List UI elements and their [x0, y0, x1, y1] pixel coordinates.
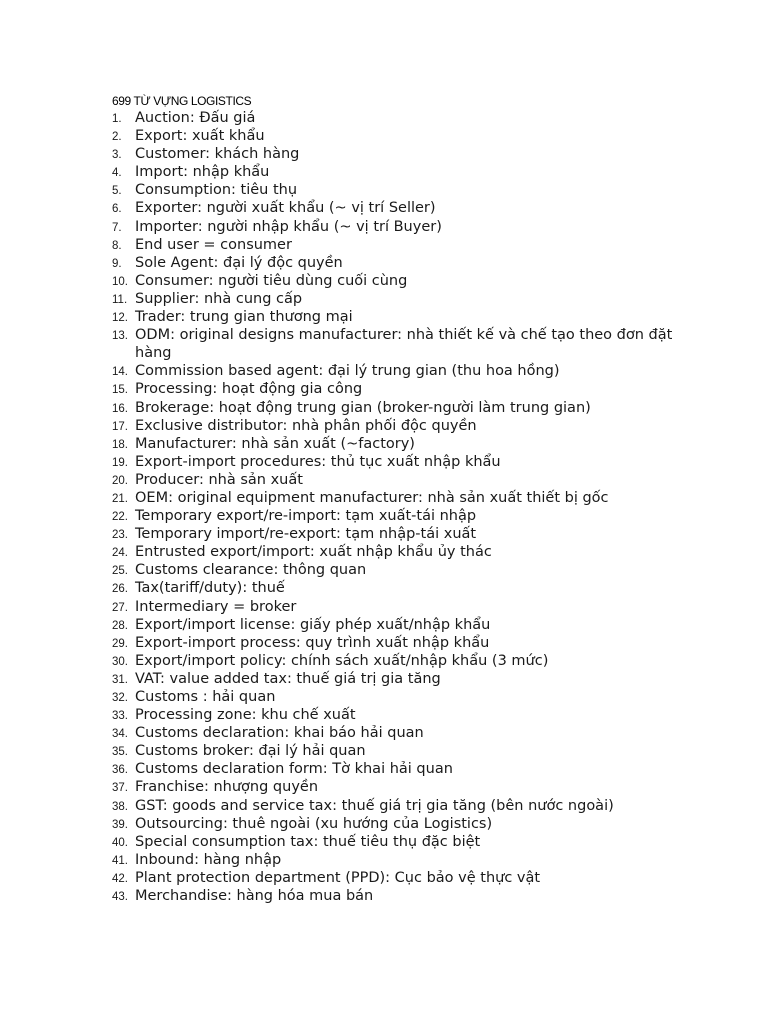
list-item-number: 16. — [112, 402, 128, 415]
list-item-number: 37. — [112, 782, 128, 795]
list-item-text: VAT: value added tax: thuế giá trị gia tăng — [135, 670, 441, 687]
list-item — [112, 435, 712, 453]
list-item-text: Import: nhập khẩu — [135, 164, 270, 181]
list-item-number: 14. — [112, 366, 128, 379]
list-item — [112, 634, 712, 652]
list-item-number: 36. — [112, 764, 128, 777]
list-item-text: Export/import policy: chính sách xuất/nhập khẩu (3 mức) — [135, 652, 549, 669]
list-item-text: Brokerage: hoạt động trung gian (broker-người làm trung gian) — [135, 399, 591, 416]
list-item — [112, 362, 712, 380]
list-item — [112, 887, 712, 905]
list-item — [112, 218, 712, 236]
list-item-number: 24. — [112, 547, 128, 560]
list-item-number: 40. — [112, 836, 128, 849]
list-item-text: Customs declaration form: Tờ khai hải quan — [135, 761, 453, 778]
list-item-number: 17. — [112, 420, 128, 433]
list-item-text: Entrusted export/import: xuất nhập khẩu ủy thác — [135, 544, 492, 561]
list-item-text: Inbound: hàng nhập — [135, 851, 282, 868]
list-item-text: GST: goods and service tax: thuế giá trị gia tăng (bên nước ngoài) — [135, 797, 614, 814]
list-item — [112, 670, 712, 688]
list-item-number: 25. — [112, 565, 128, 578]
list-item-text: Tax(tariff/duty): thuế — [135, 580, 285, 597]
list-item-number: 30. — [112, 655, 128, 668]
list-item-text: Export/import license: giấy phép xuất/nhập khẩu — [135, 616, 491, 633]
list-item-text: Export-import process: quy trình xuất nhập khẩu — [135, 634, 490, 651]
list-item-number: 10. — [112, 275, 128, 288]
list-item-text: Export: xuất khẩu — [135, 128, 265, 145]
list-item — [112, 869, 712, 887]
list-item-number: 22. — [112, 511, 128, 524]
list-item — [112, 471, 712, 489]
list-item — [112, 290, 712, 308]
list-item-text: Outsourcing: thuê ngoài (xu hướng của Logistics) — [135, 815, 493, 832]
list-item — [112, 742, 712, 760]
list-item-number: 41. — [112, 854, 128, 867]
list-item-number: 32. — [112, 692, 128, 704]
list-item-number: 1. — [112, 113, 122, 125]
list-item — [112, 543, 712, 561]
list-item — [112, 778, 712, 796]
list-item-text: Manufacturer: nhà sản xuất (~factory) — [135, 435, 415, 452]
list-item-text: OEM: original equipment manufacturer: nhà sản xuất thiết bị gốc — [135, 489, 609, 506]
list-item — [112, 579, 712, 597]
list-item — [112, 815, 712, 833]
list-item — [112, 272, 712, 290]
list-item-text: Export-import procedures: thủ tục xuất nhập khẩu — [135, 453, 501, 470]
list-item — [112, 127, 712, 145]
list-item-text: Consumer: người tiêu dùng cuối cùng — [135, 272, 408, 289]
list-item-text: Auction: Đấu giá — [135, 110, 256, 126]
list-item-number: 34. — [112, 728, 128, 741]
list-item-number: 35. — [112, 746, 128, 759]
list-item-number: 7. — [112, 221, 122, 234]
list-item-text: Customs : hải quan — [135, 689, 276, 705]
list-item-text: Trader: trung gian thương mại — [135, 309, 353, 326]
list-item-number: 27. — [112, 601, 128, 614]
list-item-text: Consumption: tiêu thụ — [135, 182, 298, 199]
list-item-text: Intermediary = broker — [135, 598, 297, 615]
list-item-number: 5. — [112, 185, 122, 198]
list-item — [112, 145, 712, 163]
list-item — [112, 525, 712, 543]
list-item-number: 39. — [112, 818, 128, 831]
list-item — [112, 652, 712, 670]
list-item-number: 19. — [112, 456, 128, 469]
list-item — [112, 453, 712, 471]
list-item — [112, 489, 712, 507]
list-item-number: 31. — [112, 673, 128, 686]
list-item — [112, 380, 712, 398]
list-item-number: 21. — [112, 492, 128, 505]
list-item-text: Temporary export/re-import: tạm xuất-tái nhập — [135, 508, 477, 525]
list-item-number: 26. — [112, 583, 128, 596]
list-item-text: Exporter: người xuất khẩu (~ vị trí Seller) — [135, 200, 436, 217]
list-item — [112, 417, 712, 435]
list-item-number: 8. — [112, 239, 122, 252]
document-title: 699 TỪ VỰNG LOGISTICS — [112, 94, 252, 108]
list-item — [112, 833, 712, 851]
list-item-number: 43. — [112, 891, 128, 904]
list-item-number: 33. — [112, 710, 128, 723]
list-item-number: 20. — [112, 474, 128, 487]
list-item-number: 6. — [112, 203, 122, 216]
list-item-number: 29. — [112, 637, 128, 650]
list-item-text: Customs declaration: khai báo hải quan — [135, 725, 424, 742]
list-item — [112, 797, 712, 815]
list-item — [112, 561, 712, 579]
list-item-number: 42. — [112, 872, 128, 885]
list-item-number: 28. — [112, 619, 128, 632]
list-item-text: Temporary import/re-export: tạm nhập-tái xuất — [135, 526, 477, 543]
list-item — [112, 236, 712, 254]
list-item — [112, 706, 712, 724]
list-item — [112, 616, 712, 634]
list-item-number: 4. — [112, 167, 122, 180]
list-item-text: Sole Agent: đại lý độc quyền — [135, 254, 343, 271]
list-item-number: 23. — [112, 529, 128, 542]
list-item — [112, 507, 712, 525]
list-item-number: 12. — [112, 312, 128, 325]
list-item-number: 15. — [112, 384, 128, 397]
list-item-text: Franchise: nhượng quyền — [135, 779, 319, 796]
list-item — [112, 199, 712, 217]
list-item-text: Producer: nhà sản xuất — [135, 471, 303, 488]
list-item — [112, 598, 712, 616]
list-item-number: 2. — [112, 131, 122, 144]
list-item-text: Customs broker: đại lý hải quan — [135, 743, 366, 760]
list-item — [112, 181, 712, 199]
list-item — [112, 254, 712, 272]
list-item-text: Commission based agent: đại lý trung gian (thu hoa hồng) — [135, 363, 560, 380]
list-item-number: 3. — [112, 149, 122, 162]
list-item — [112, 760, 712, 778]
list-item-text: Customer: khách hàng — [135, 146, 300, 163]
list-item-number: 9. — [112, 257, 122, 270]
list-item-text: Exclusive distributor: nhà phân phối độc quyền — [135, 417, 477, 434]
list-item-number: 13. — [112, 330, 128, 343]
list-item — [112, 308, 712, 326]
list-item — [112, 399, 712, 417]
list-item — [112, 724, 712, 742]
list-item-text: Processing: hoạt động gia công — [135, 381, 363, 398]
list-item-number: 18. — [112, 438, 128, 451]
list-item-number: 11. — [112, 293, 128, 306]
list-item — [112, 326, 712, 362]
list-item-text: Supplier: nhà cung cấp — [135, 290, 303, 307]
list-item — [112, 688, 712, 706]
list-item-number: 38. — [112, 800, 128, 813]
vocabulary-list — [112, 109, 712, 905]
list-item-text: Customs clearance: thông quan — [135, 562, 367, 579]
list-item-text: Special consumption tax: thuế tiêu thụ đặc biệt — [135, 833, 481, 850]
list-item — [112, 851, 712, 869]
list-item-text: Merchandise: hàng hóa mua bán — [135, 888, 374, 905]
list-item-text: Processing zone: khu chế xuất — [135, 707, 356, 724]
list-item — [112, 109, 712, 127]
list-item — [112, 163, 712, 181]
list-item-text: End user = consumer — [135, 236, 292, 253]
list-item-text: Importer: người nhập khẩu (~ vị trí Buyer) — [135, 218, 442, 235]
list-item-text: Plant protection department (PPD): Cục bảo vệ thực vật — [135, 869, 541, 886]
list-item-text: ODM: original designs manufacturer: nhà thiết kế và chế tạo theo đơn đặt hàng — [135, 327, 673, 362]
